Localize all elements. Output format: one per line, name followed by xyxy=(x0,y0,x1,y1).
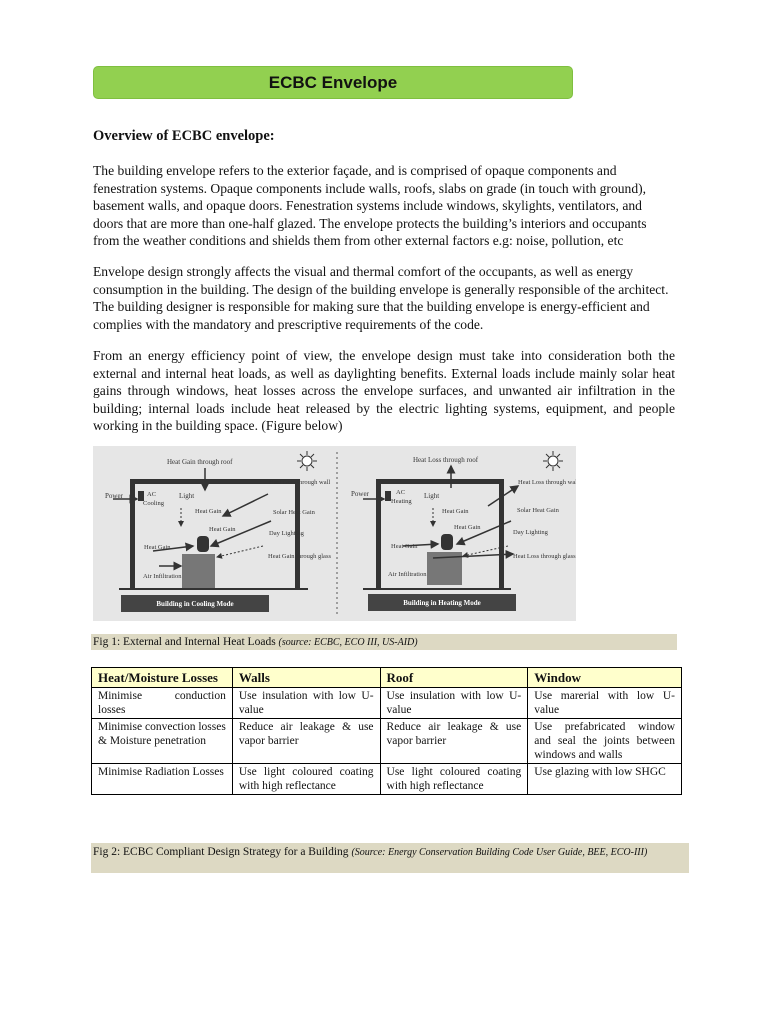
table-row xyxy=(92,764,682,795)
cooling-daylight-label: Day Lighting xyxy=(269,530,304,537)
table-header-cell: Window xyxy=(528,668,682,688)
design-strategy-table xyxy=(91,667,682,795)
table-row xyxy=(92,688,682,719)
figure2-caption-text: Fig 2: ECBC Compliant Design Strategy for a Building xyxy=(93,846,349,858)
figure1-caption xyxy=(91,634,677,650)
table-header-cell: Walls xyxy=(232,668,380,688)
person-icon xyxy=(197,536,209,552)
table-cell: Use prefabricated window and seal the joints between windows and walls xyxy=(528,719,682,764)
cooling-glass-label: Heat Gain through glass xyxy=(268,553,332,560)
heating-power-label: Power xyxy=(351,490,369,498)
heating-ac-mode-label: Heating xyxy=(391,498,412,505)
heating-air-label: Air Infiltration xyxy=(388,571,427,578)
heating-ac-label: AC xyxy=(396,489,406,496)
table-cell: Use light coloured coating with high reflectance xyxy=(380,764,528,795)
person-icon xyxy=(441,534,453,550)
table-cell: Use marerial with low U-value xyxy=(528,688,682,719)
heating-solar-label: Solar Heat Gain xyxy=(517,507,559,514)
section-banner xyxy=(93,66,573,99)
table-cell: Minimise convection losses & Moisture penetration xyxy=(92,719,233,764)
cooling-ac-label: AC xyxy=(147,491,157,498)
paragraph-envelope-design: Envelope design strongly affects the visual and thermal comfort of the occupants, as well as energy consumption in the building. The design of the building envelope is generally responsible of the architect. The building designer is responsible for making sure that the building envelope is energy-efficient and complies with the mandatory and prescriptive requirements of the code. xyxy=(93,264,669,332)
cooling-light-label: Light xyxy=(179,492,195,500)
heating-daylight-label: Day Lighting xyxy=(513,529,548,536)
heat-loads-figure xyxy=(93,446,576,621)
cooling-mode-caption: Building in Cooling Mode xyxy=(156,600,234,608)
cooling-air-label: Air Infiltration xyxy=(143,573,182,580)
table-cell: Use glazing with low SHGC xyxy=(528,764,682,795)
cooling-mode-panel xyxy=(105,451,331,612)
heating-heat-gain-c: Heat Gain xyxy=(391,543,418,550)
heating-heat-gain-a: Heat Gain xyxy=(442,508,469,515)
table-cell: Use light coloured coating with high reflectance xyxy=(232,764,380,795)
heating-wall-label: Heat Loss through wall xyxy=(518,479,576,486)
cooling-wall-label: Heat Gain through wall xyxy=(269,479,331,486)
cooling-heat-gain-a: Heat Gain xyxy=(195,508,222,515)
desk-icon xyxy=(182,554,215,588)
figure2-source: (Source: Energy Conservation Building Code User Guide, BEE, ECO-III) xyxy=(351,847,648,858)
figure1-source: (source: ECBC, ECO III, US-AID) xyxy=(278,637,418,648)
table-cell: Reduce air leakage & use vapor barrier xyxy=(232,719,380,764)
cooling-heat-gain-c: Heat Gain xyxy=(144,544,171,551)
table-cell: Minimise Radiation Losses xyxy=(92,764,233,795)
table-header-row xyxy=(92,668,682,688)
table-header-cell: Roof xyxy=(380,668,528,688)
banner-title: ECBC Envelope xyxy=(268,72,398,92)
figure2-caption xyxy=(91,843,689,873)
table-cell: Minimise conduction losses xyxy=(92,688,233,719)
heating-heat-gain-b: Heat Gain xyxy=(454,524,481,531)
sun-icon xyxy=(543,451,563,471)
cooling-heat-gain-b: Heat Gain xyxy=(209,526,236,533)
heating-mode-panel xyxy=(351,451,576,611)
paragraph-envelope-definition: The building envelope refers to the exterior façade, and is comprised of opaque components and fenestration systems. Opaque components include walls, roofs, slabs on grade (in touch with ground), basement walls, and opaque doors. Fenestration systems include windows, skylights, ventilators, and doors that are more than one-half glazed. The envelope protects the building’s interiors and occupants from the weather conditions and shields them from other external factors e.g: noise, pollution, etc xyxy=(93,163,647,249)
heating-light-label: Light xyxy=(424,492,440,500)
section-heading: Overview of ECBC envelope: xyxy=(93,128,275,144)
cooling-roof-label: Heat Gain through roof xyxy=(167,458,233,466)
table-header-cell: Heat/Moisture Losses xyxy=(92,668,233,688)
heat-loads-diagram xyxy=(93,446,576,621)
figure1-caption-text: Fig 1: External and Internal Heat Loads xyxy=(93,636,276,648)
table-cell: Use insulation with low U-value xyxy=(232,688,380,719)
table-cell: Reduce air leakage & use vapor barrier xyxy=(380,719,528,764)
heating-glass-label: Heat Loss through glass xyxy=(513,553,576,560)
cooling-ac-mode-label: Cooling xyxy=(143,500,164,507)
table-row xyxy=(92,719,682,764)
sun-icon xyxy=(297,451,317,471)
cooling-power-label: Power xyxy=(105,492,123,500)
paragraph-energy-efficiency: From an energy efficiency point of view, the envelope design must take into consideration both the external and internal heat loads, as well as daylighting benefits. External loads include mainly solar heat gains through windows, heat losses across the envelope surfaces, and unwanted air infiltration in the building; internal loads include heat released by the electric lighting systems, equipment, and people working in the building space. (Figure below) xyxy=(93,348,675,434)
heating-mode-caption: Building in Heating Mode xyxy=(403,599,481,607)
table-cell: Use insulation with low U-value xyxy=(380,688,528,719)
heating-roof-label: Heat Loss through roof xyxy=(413,456,479,464)
cooling-solar-label: Solar Heat Gain xyxy=(273,509,315,516)
